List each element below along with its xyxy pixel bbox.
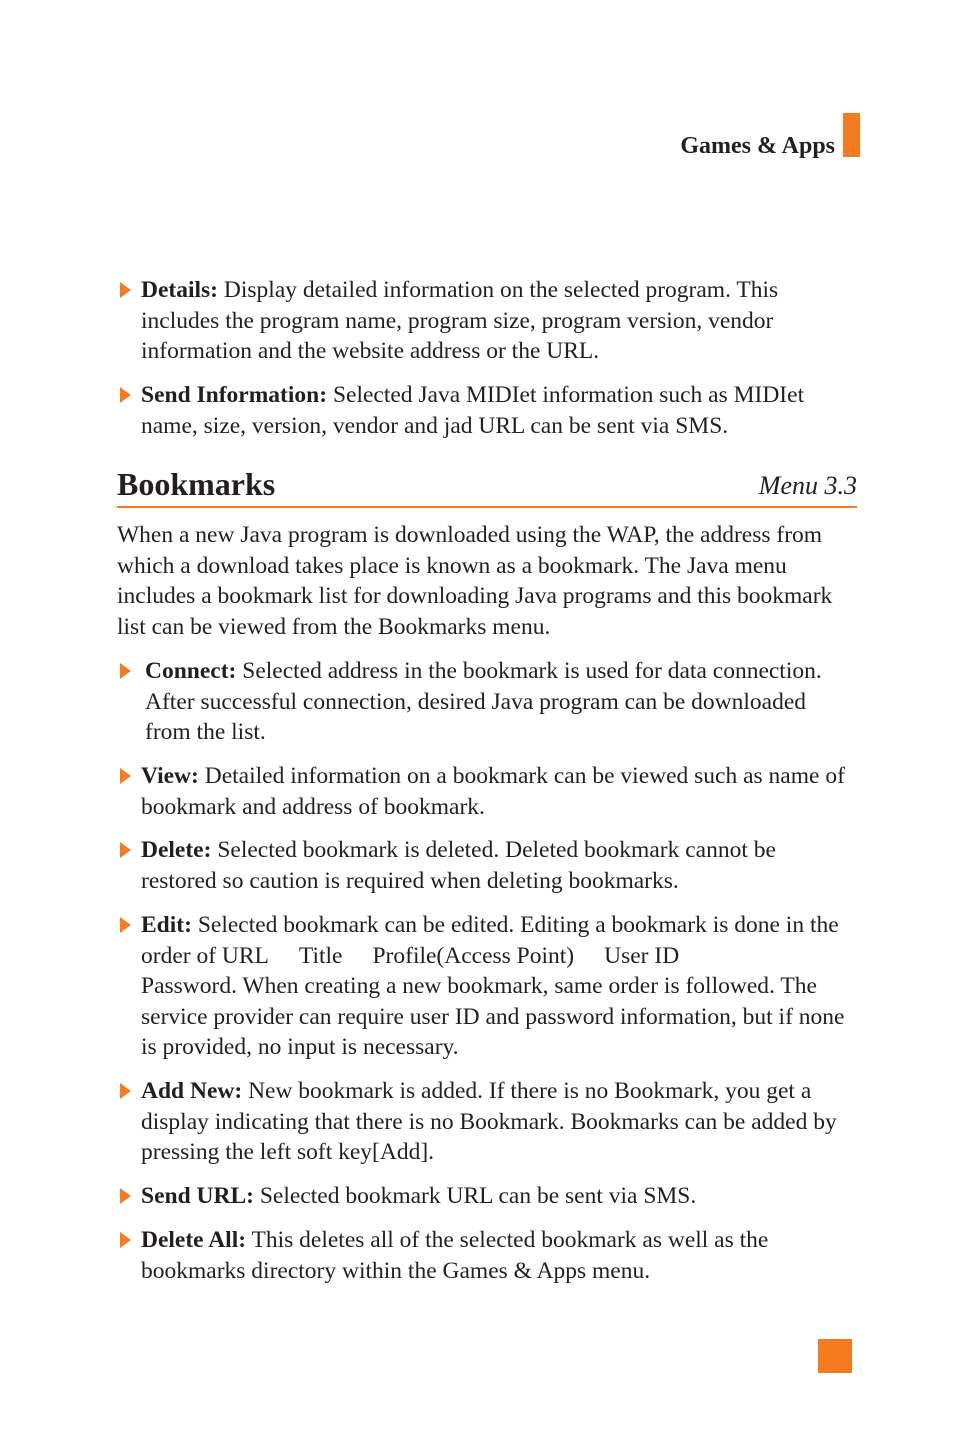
bullet-term: Details:	[141, 277, 219, 303]
header-tab-marker	[843, 113, 860, 157]
bullet-description: Detailed information on a bookmark can be viewed such as name of bookmark and address of bookmark.	[141, 763, 845, 820]
bullet-send-information	[117, 380, 857, 441]
bullet-term: Edit:	[141, 912, 192, 938]
bullet-arrow-icon	[120, 387, 131, 403]
bullet-description: New bookmark is added. If there is no Bookmark, you get a display indicating that there is no Bookmark. Bookmarks can be added by pressing the left soft key[Add].	[141, 1078, 837, 1166]
bullet-arrow-icon	[120, 917, 131, 933]
section-heading-bookmarks	[117, 464, 857, 508]
bookmarks-intro-paragraph: When a new Java program is downloaded using the WAP, the address from which a download takes place is known as a bookmark. The Java menu includes a bookmark list for downloading Java programs and this bookmark list can be viewed from the Bookmarks menu.	[117, 522, 833, 640]
bullet-arrow-icon	[120, 842, 131, 858]
bullet-description: Selected bookmark can be edited. Editing a bookmark is done in the order of URL	[141, 912, 839, 969]
section-title: Bookmarks	[117, 466, 276, 502]
bullet-term: Delete All:	[141, 1227, 247, 1253]
bullet-add-new	[117, 1076, 857, 1168]
order-profile: Profile(Access Point)	[372, 942, 575, 969]
menu-reference: Menu 3.3	[758, 471, 857, 500]
bullet-term: Connect:	[145, 658, 237, 684]
bullet-text	[141, 761, 857, 822]
bullet-term: Delete:	[141, 837, 212, 863]
bullet-term: Add New:	[141, 1078, 243, 1104]
bullet-text	[141, 1181, 857, 1212]
bullet-description: Selected Java MIDIet information such as MIDIet name, size, version, vendor and jad URL can be sent via SMS.	[141, 382, 805, 439]
bullet-delete-all	[117, 1225, 857, 1286]
bullet-description: Display detailed information on the selected program. This includes the program name, program size, program version, vendor information and the website address or the URL.	[141, 277, 779, 365]
bullet-term: Send URL:	[141, 1183, 254, 1209]
bullet-arrow-icon	[120, 282, 131, 298]
bullet-text	[141, 1225, 857, 1286]
bullet-description: Selected address in the bookmark is used for data connection. After successful connection, desired Java program can be downloaded from the list.	[145, 658, 822, 746]
bullet-text	[141, 380, 857, 441]
bullet-edit	[117, 910, 857, 1063]
bullet-description: Selected bookmark URL can be sent via SMS.	[253, 1183, 697, 1209]
footer-page-marker	[818, 1339, 852, 1373]
order-title: Title	[298, 942, 343, 969]
bullet-description-continued: Password. When creating a new bookmark, same order is followed. The service provider can require user ID and password information, but if none is provided, no input is necessary.	[141, 973, 845, 1061]
bullet-arrow-icon	[120, 768, 131, 784]
bullet-arrow-icon	[120, 1188, 131, 1204]
bullet-arrow-icon	[120, 1083, 131, 1099]
bullet-view	[117, 761, 857, 822]
header-section-title: Games & Apps	[680, 133, 835, 159]
bullet-term: View:	[141, 763, 199, 789]
bullet-text	[141, 835, 857, 896]
bullet-send-url	[117, 1181, 857, 1212]
bullet-description: Selected bookmark is deleted. Deleted bookmark cannot be restored so caution is required when deleting bookmarks.	[141, 837, 776, 894]
bullet-connect	[117, 656, 857, 748]
order-user-id: User ID	[604, 942, 680, 969]
bullet-text	[145, 656, 857, 748]
bullet-arrow-icon	[120, 1232, 131, 1248]
bullet-text	[141, 910, 857, 1063]
bullet-details	[117, 275, 857, 367]
bullet-delete	[117, 835, 857, 896]
bullet-description: This deletes all of the selected bookmark as well as the bookmarks directory within the Games & Apps menu.	[141, 1227, 769, 1284]
bullet-term: Send Information:	[141, 382, 328, 408]
bullet-text	[141, 275, 857, 367]
bullet-text	[141, 1076, 857, 1168]
bullet-arrow-icon	[120, 663, 131, 679]
